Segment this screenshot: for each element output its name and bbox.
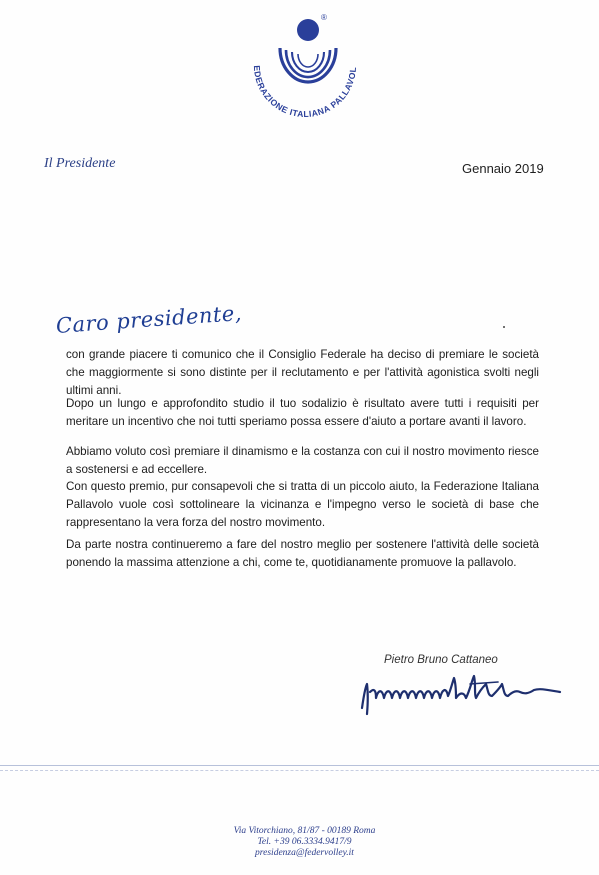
sender-title: Il Presidente [44,156,116,171]
footer-divider-secondary [0,770,599,771]
handwritten-signature [352,664,572,724]
footer-divider [0,765,599,766]
fipav-logo-graphic [240,10,370,138]
letter-paragraph: con grande piacere ti comunico che il Consiglio Federale ha deciso di premiare le società che maggiormente si sono distinte per il reclutamento e per l'attività agonistica svolti negli ultimi anni. [66,348,539,397]
signatory-name: Pietro Bruno Cattaneo [384,654,498,666]
letter-date: Gennaio 2019 [462,161,544,176]
letter-paragraph: Con questo premio, pur consapevoli che si tratta di un piccolo aiuto, la Federazione Italiana Pallavolo vuole così sottolineare la vicinanza e l'impegno verso le società di base che rappresentano la vera forza del nostro movimento. [66,480,539,529]
svg-text:®: ® [321,13,327,22]
letter-paragraph: Da parte nostra continueremo a fare del nostro meglio per sostenere l'attività delle società ponendo la massima attenzione a chi, come te, quotidianamente promuove la pallavolo. [66,538,539,569]
fipav-logo [240,10,370,138]
handwritten-salutation: Caro presidente, [55,301,243,338]
letterhead-footer [0,826,599,859]
footer-email: presidenza@federvolley.it [255,848,354,858]
svg-text:FEDERAZIONE ITALIANA PALLAVO: EDERAZIONE ITALIANA PALLAVOL [251,65,359,120]
footer-phone: Tel. +39 06.3334.9417/9 [257,837,352,847]
letter-paragraph: Dopo un lungo e approfondito studio il tuo sodalizio è risultato avere tutti i requisiti per meritare un incentivo che noi tutti speriamo possa essere d'aiuto a portare avanti il lavoro. [66,397,539,428]
scan-speck [503,326,505,328]
letter-paragraph: Abbiamo voluto così premiare il dinamismo e la costanza con cui il nostro movimento riesce a sostenersi e ad eccellere. [66,445,539,476]
footer-address: Via Vitorchiano, 81/87 - 00189 Roma [233,826,376,836]
